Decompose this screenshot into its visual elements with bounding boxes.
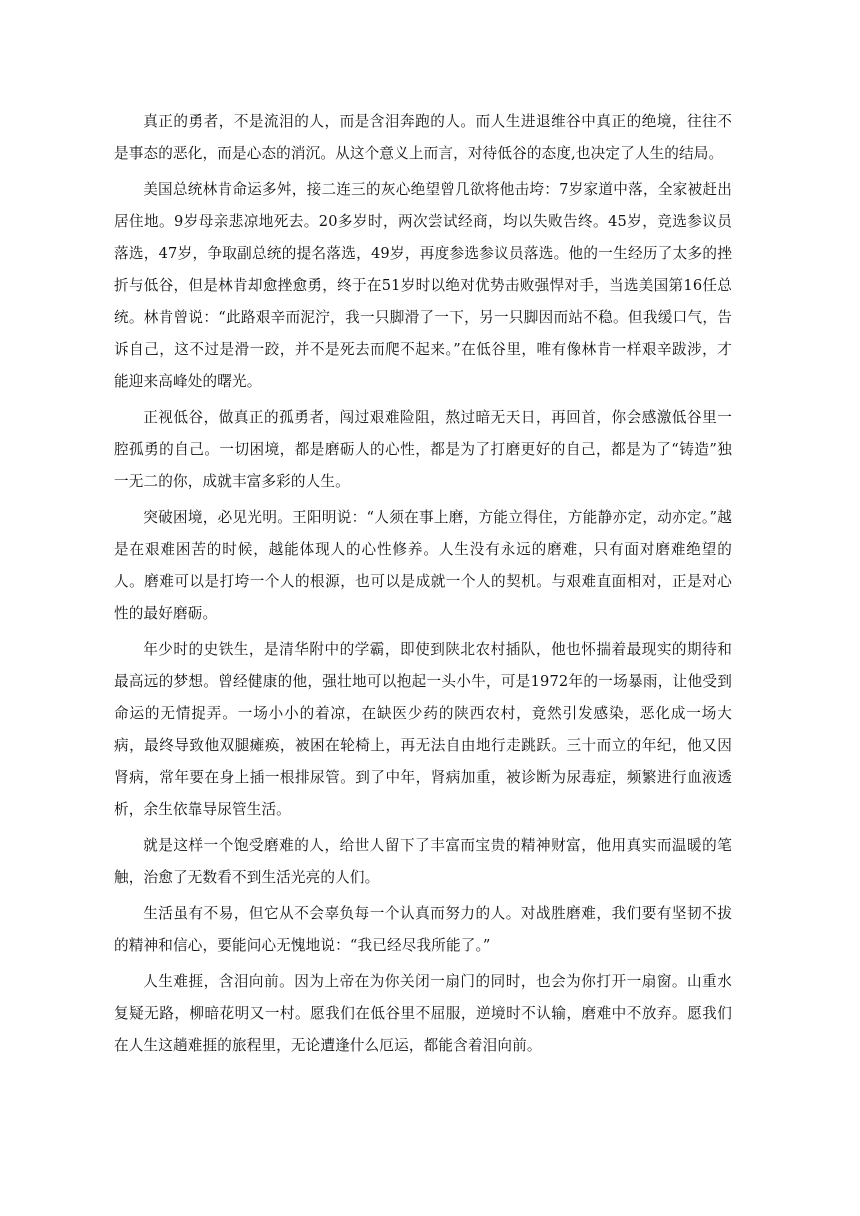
- paragraph-4: 突破困境，必见光明。王阳明说：“人须在事上磨，方能立得住，方能静亦定，动亦定。”越是在艰难困苦的时候，越能体现人的心性修养。人生没有永远的磨难，只有面对磨难绝望的人。磨难可以是打垮一个人的根源，也可以是成就一个人的契机。与艰难直面相对，正是对心性的最好磨砺。: [114, 509, 732, 622]
- document-body: [114, 106, 732, 1066]
- paragraph-3: 正视低谷，做真正的孤勇者，闯过艰难险阻，熬过暗无天日，再回首，你会感激低谷里一腔孤勇的自己。一切困境，都是磨砺人的心性，都是为了打磨更好的自己，都是为了“铸造”独一无二的你，成就丰富多彩的人生。: [114, 409, 732, 490]
- paragraph-1: 真正的勇者，不是流泪的人，而是含泪奔跑的人。而人生进退维谷中真正的绝境，往往不是事态的恶化，而是心态的消沉。从这个意义上而言，对待低谷的态度,也决定了人生的结局。: [114, 113, 732, 162]
- paragraph-7: 生活虽有不易，但它从不会辜负每一个认真而努力的人。对战胜磨难，我们要有坚韧不拔的精神和信心，要能问心无愧地说：“我已经尽我所能了。”: [114, 905, 732, 954]
- paragraph-6: 就是这样一个饱受磨难的人，给世人留下了丰富而宝贵的精神财富，他用真实而温暖的笔触，治愈了无数看不到生活光亮的人们。: [114, 837, 732, 886]
- paragraph-5: 年少时的史铁生，是清华附中的学霸，即使到陕北农村插队，他也怀揣着最现实的期待和最高远的梦想。曾经健康的他，强壮地可以抱起一头小牛，可是1972年的一场暴雨，让他受到命运的无情捉弄。一场小小的着凉，在缺医少药的陕西农村，竟然引发感染，恶化成一场大病，最终导致他双腿瘫痪，被困在轮椅上，再无法自由地行走跳跃。三十而立的年纪，他又因肾病，常年要在身上插一根排尿管。到了中年，肾病加重，被诊断为尿毒症，频繁进行血液透析，余生依靠导尿管生活。: [114, 641, 732, 818]
- paragraph-2: 美国总统林肯命运多舛，接二连三的灰心绝望曾几欲将他击垮：7岁家道中落，全家被赶出居住地。9岁母亲悲凉地死去。20多岁时，两次尝试经商，均以失败告终。45岁，竞选参议员落选，47岁，争取副总统的提名落选，49岁，再度参选参议员落选。他的一生经历了太多的挫折与低谷，但是林肯却愈挫愈勇，终于在51岁时以绝对优势击败强悍对手，当选美国第16任总统。林肯曾说：“此路艰辛而泥泞，我一只脚滑了一下，另一只脚因而站不稳。但我缓口气，告诉自己，这不过是滑一跤，并不是死去而爬不起来。”在低谷里，唯有像林肯一样艰辛跋涉，才能迎来高峰处的曙光。: [114, 181, 732, 390]
- paragraph-8: 人生难捱，含泪向前。因为上帝在为你关闭一扇门的同时，也会为你打开一扇窗。山重水复疑无路，柳暗花明又一村。愿我们在低谷里不屈服，逆境时不认输，磨难中不放弃。愿我们在人生这趟难捱的旅程里，无论遭逢什么厄运，都能含着泪向前。: [114, 973, 732, 1054]
